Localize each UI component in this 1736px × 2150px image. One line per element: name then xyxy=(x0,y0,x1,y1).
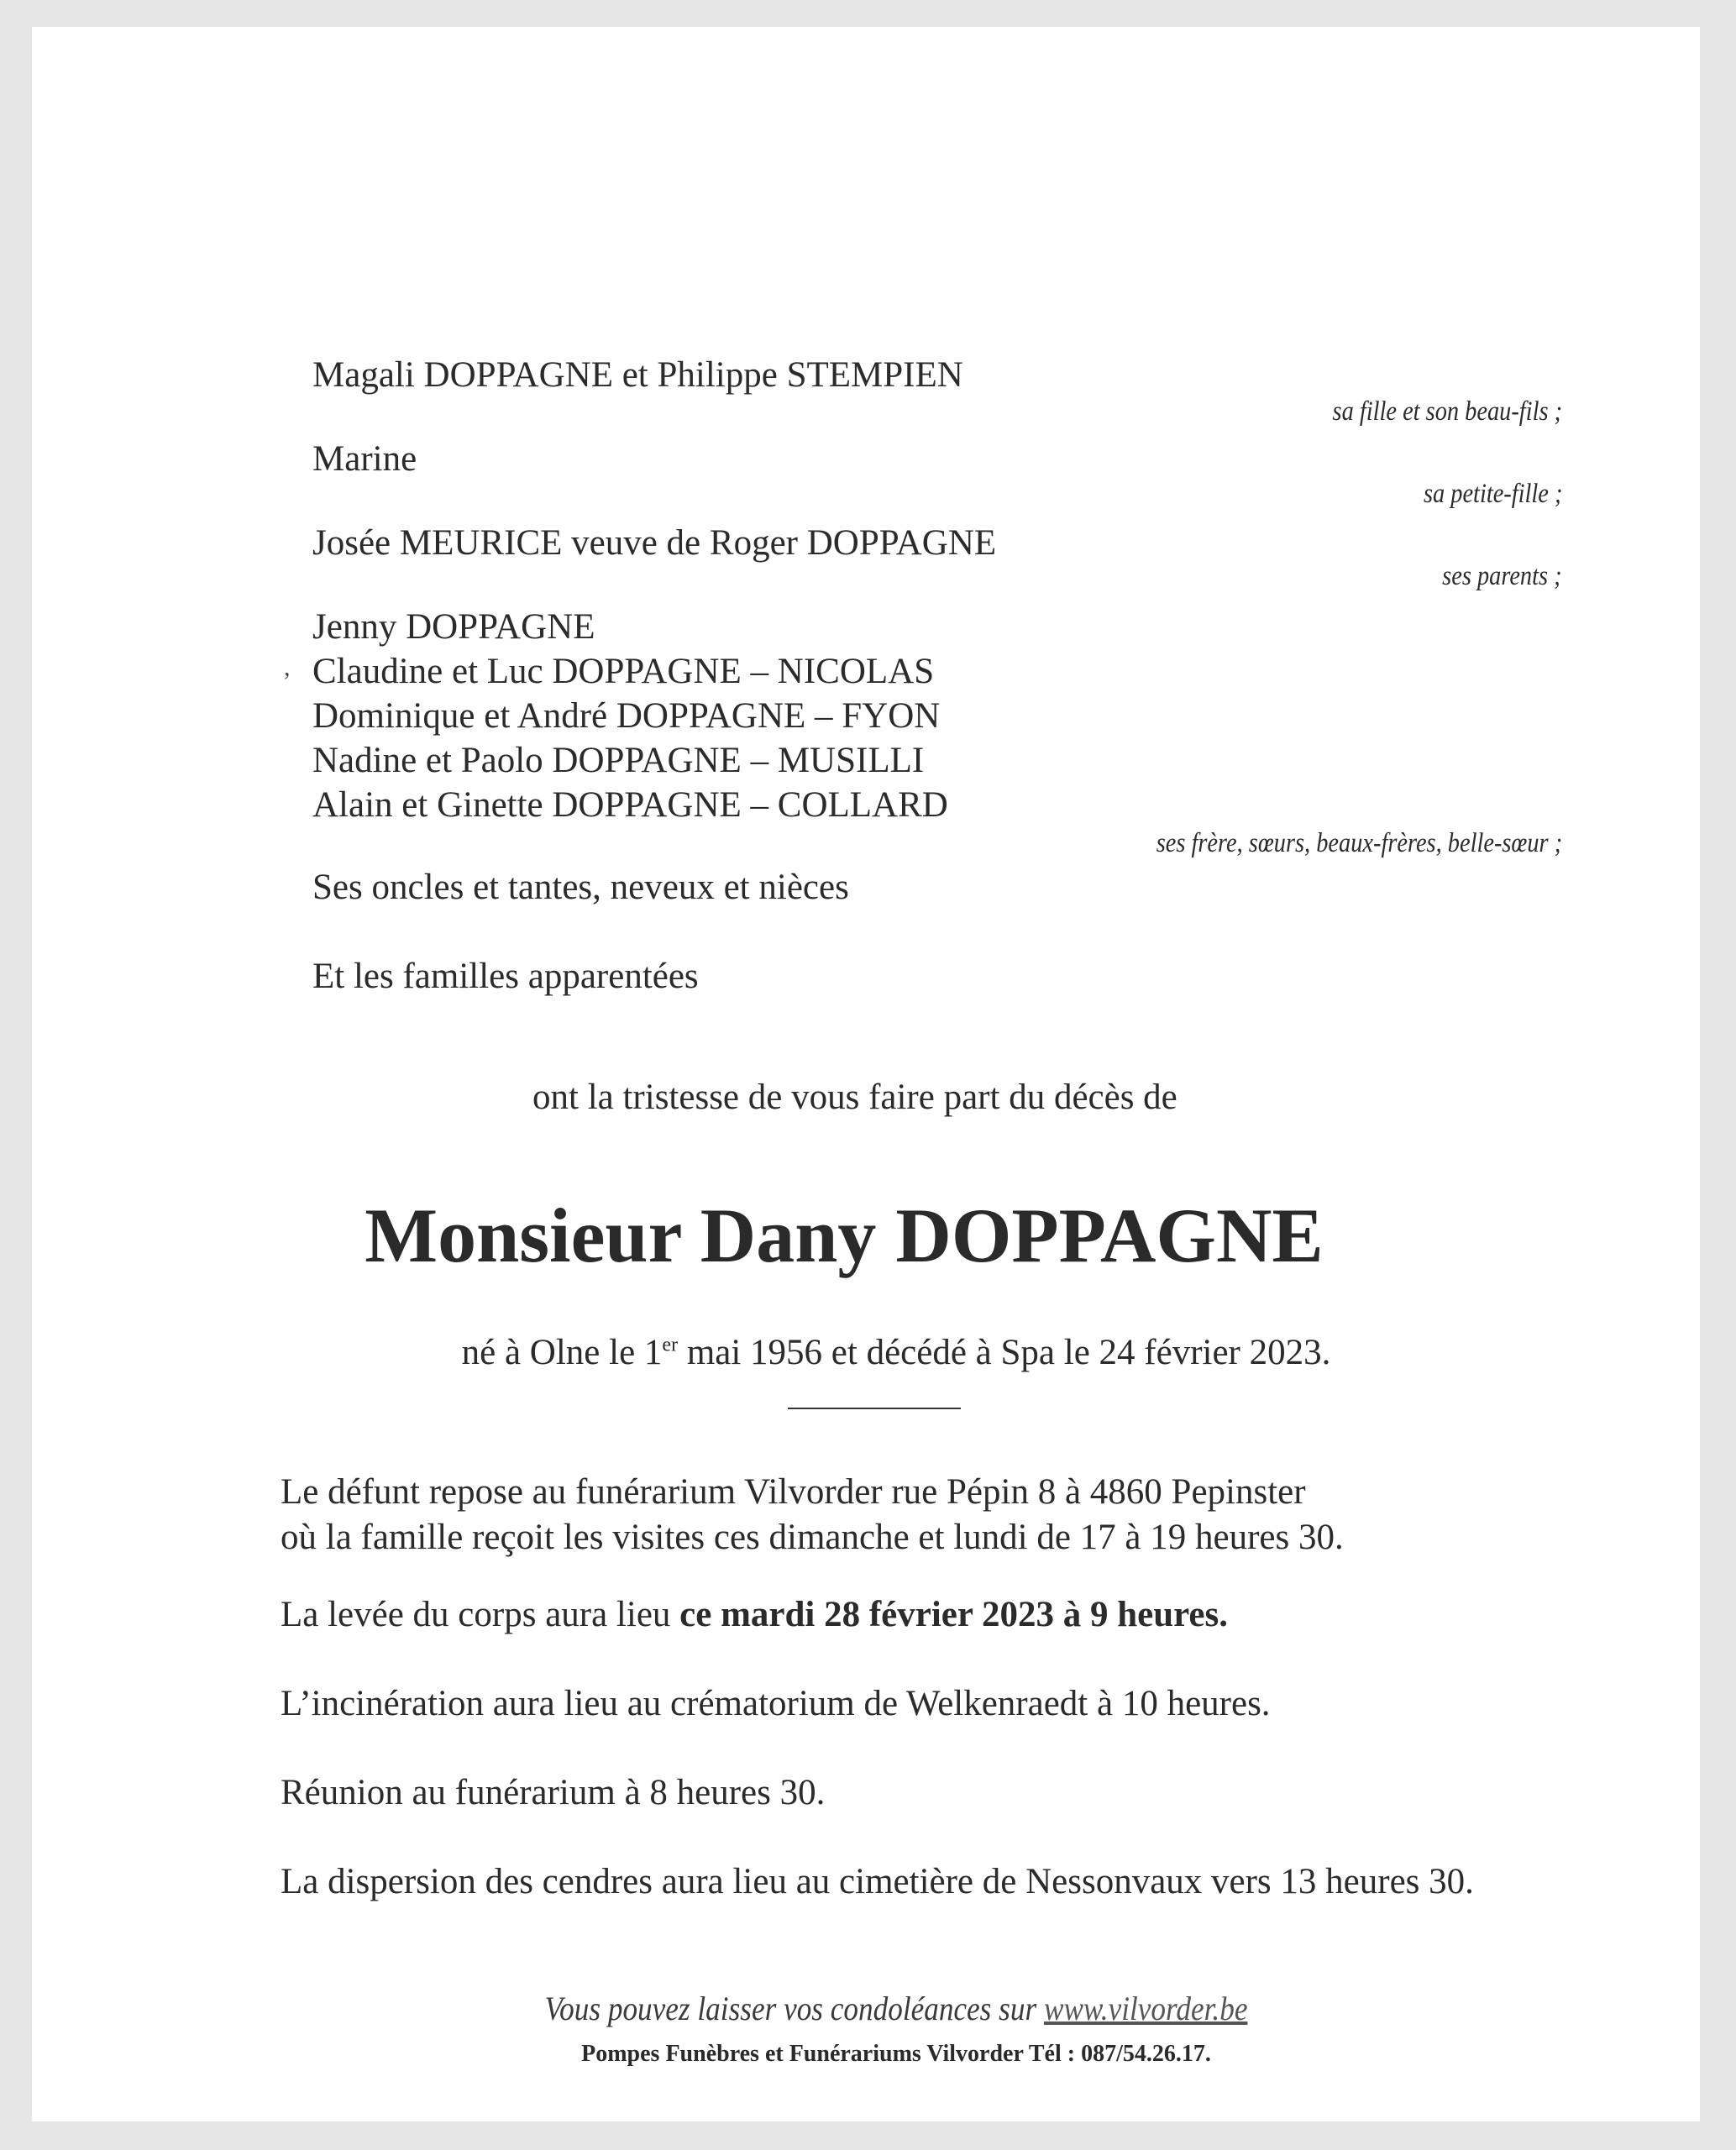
website-link[interactable]: www.vilvorder.be xyxy=(1043,1990,1248,2027)
birth-death-suffix: mai 1956 et décédé à Spa le 24 février 2023. xyxy=(678,1333,1331,1372)
scan-mark: , xyxy=(284,653,291,681)
birth-death-line xyxy=(62,1332,1730,1373)
details-levee xyxy=(281,1594,1228,1635)
obituary-page xyxy=(32,27,1700,2121)
family-line-relatives: Et les familles apparentées xyxy=(312,957,699,996)
family-line-sibling-1: Jenny DOPPAGNE xyxy=(312,607,595,647)
family-line-uncles: Ses oncles et tantes, neveux et nièces xyxy=(312,868,849,907)
family-line-parents: Josée MEURICE veuve de Roger DOPPAGNE xyxy=(312,523,997,563)
levee-prefix: La levée du corps aura lieu xyxy=(281,1595,680,1634)
deceased-name: Monsieur Dany DOPPAGNE xyxy=(365,1193,1324,1278)
birth-death-prefix: né à Olne le 1 xyxy=(461,1333,663,1372)
details-dispersion: La dispersion des cendres aura lieu au cimetière de Nessonvaux vers 13 heures 30. xyxy=(281,1862,1474,1901)
contact-line: Pompes Funèbres et Funérariums Vilvorder Tél : 087/54.26.17. xyxy=(581,2041,1211,2067)
relation-siblings: ses frère, sœurs, beaux-frères, belle-sœur ; xyxy=(1156,828,1562,858)
family-line-sibling-3: Dominique et André DOPPAGNE – FYON xyxy=(312,696,941,736)
relation-parents: ses parents ; xyxy=(1442,561,1562,591)
relation-granddaughter: sa petite-fille ; xyxy=(1423,479,1562,509)
family-line-granddaughter: Marine xyxy=(312,439,417,479)
family-line-sibling-2: Claudine et Luc DOPPAGNE – NICOLAS xyxy=(312,652,935,691)
levee-date: ce mardi 28 février 2023 à 9 heures. xyxy=(679,1595,1228,1634)
details-line-2: où la famille reçoit les visites ces dimanche et lundi de 17 à 19 heures 30. xyxy=(281,1518,1344,1557)
family-line-daughter: Magali DOPPAGNE et Philippe STEMPIEN xyxy=(312,355,963,395)
details-reunion: Réunion au funérarium à 8 heures 30. xyxy=(281,1773,826,1812)
family-line-sibling-4: Nadine et Paolo DOPPAGNE – MUSILLI xyxy=(312,741,925,780)
details-line-1: Le défunt repose au funérarium Vilvorder rue Pépin 8 à 4860 Pepinster xyxy=(281,1472,1306,1512)
condolences-line xyxy=(162,1989,1630,2028)
relation-daughter: sa fille et son beau-fils ; xyxy=(1332,396,1562,427)
birth-death-superscript: er xyxy=(662,1334,679,1356)
separator-line xyxy=(788,1408,961,1409)
condolences-prefix: Vous pouvez laisser vos condoléances sur xyxy=(544,1990,1044,2027)
family-line-sibling-5: Alain et Ginette DOPPAGNE – COLLARD xyxy=(312,785,948,825)
announcement-text: ont la tristesse de vous faire part du décès de xyxy=(532,1078,1177,1117)
details-incineration: L’incinération aura lieu au crématorium de Welkenraedt à 10 heures. xyxy=(281,1684,1271,1723)
